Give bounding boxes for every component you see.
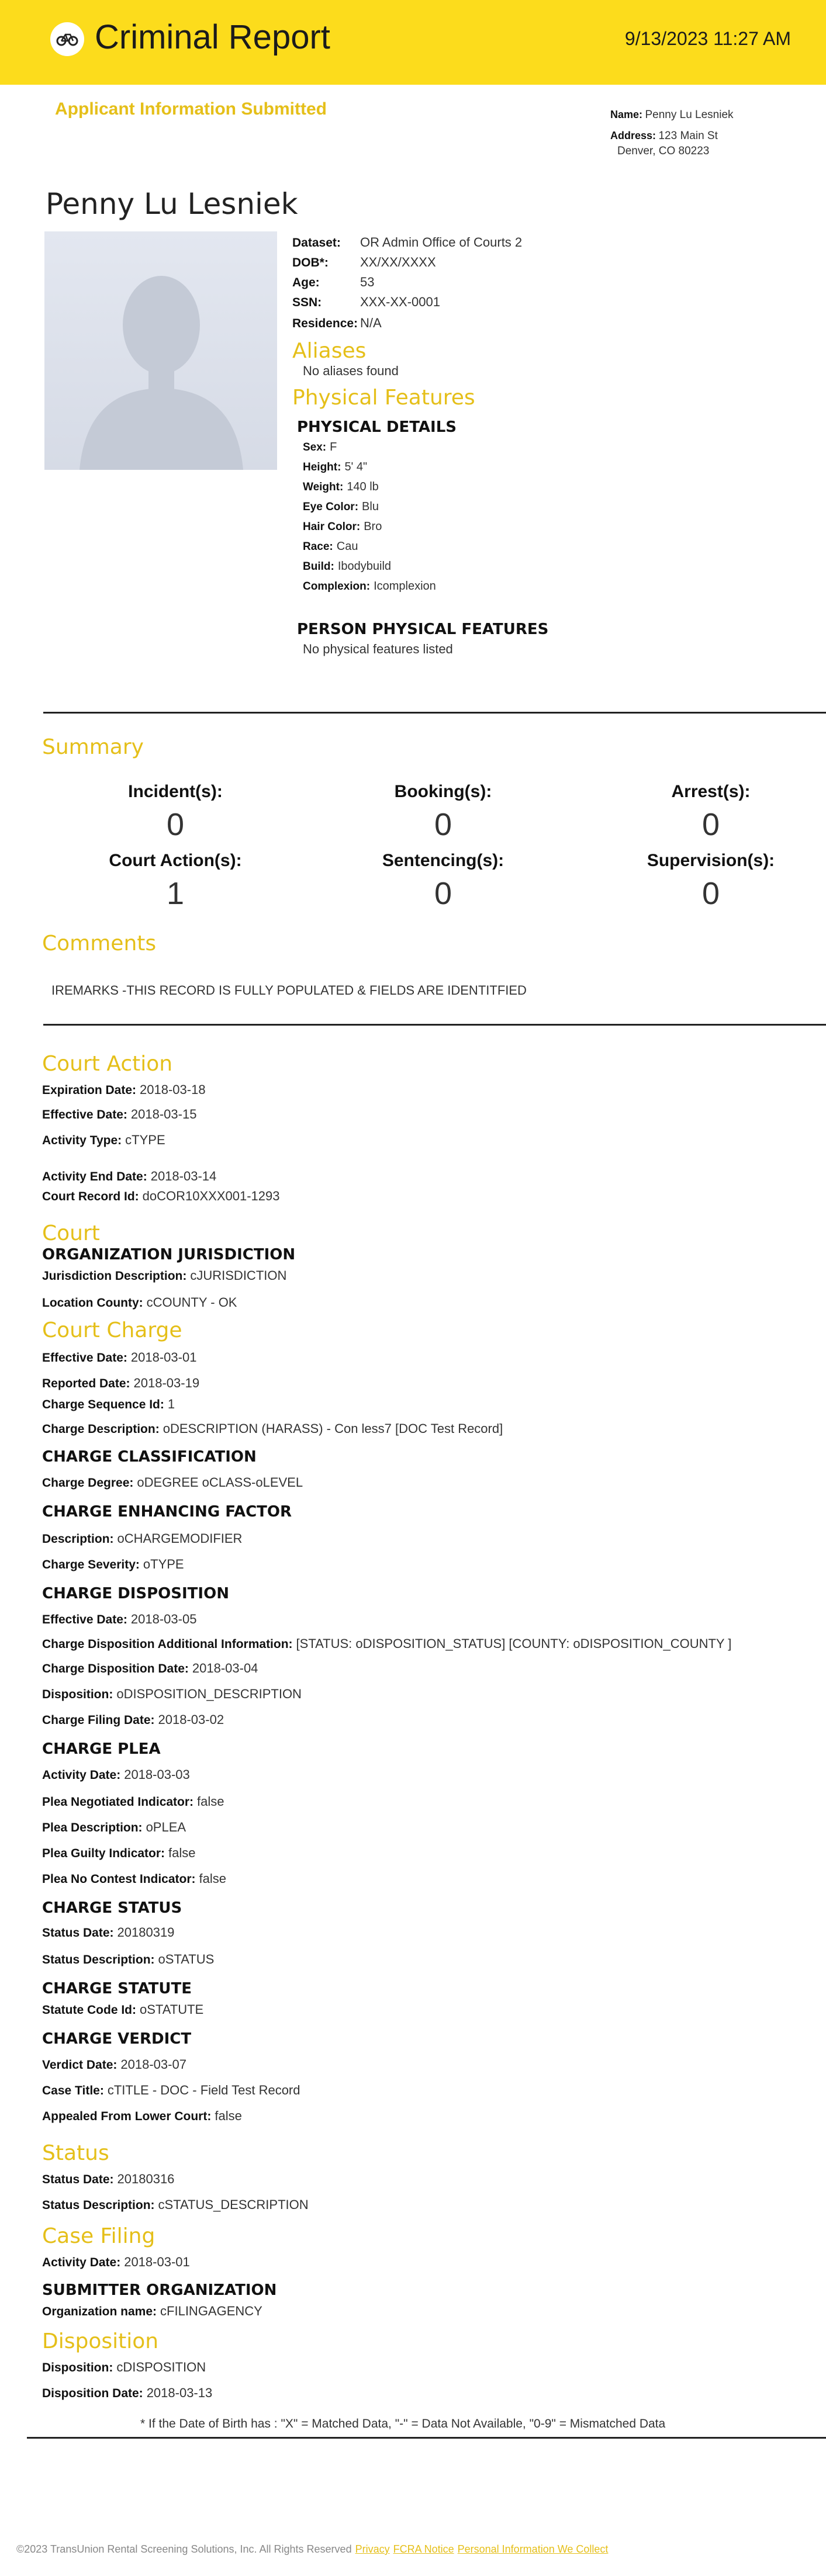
weight-value: 140 lb	[347, 480, 379, 493]
court-heading: Court	[42, 1221, 100, 1245]
charge-description-value: oDESCRIPTION (HARASS) - Con less7 [DOC Test Record]	[163, 1421, 503, 1436]
expiration-date-value: 2018-03-18	[140, 1082, 206, 1097]
court-actions-label: Court Action(s):	[109, 851, 242, 870]
jurisdiction-description-value: cJURISDICTION	[190, 1268, 287, 1283]
sentencings-label: Sentencing(s):	[382, 851, 504, 870]
charge-sequence-label: Charge Sequence Id:	[42, 1398, 164, 1411]
physical-features-heading: Physical Features	[292, 386, 475, 410]
final-disposition-date-value: 2018-03-13	[146, 2385, 213, 2400]
statute-code-value: oSTATUTE	[140, 2002, 204, 2017]
organization-name-label: Organization name:	[42, 2305, 157, 2318]
charge-status-description-value: oSTATUS	[158, 1952, 215, 1966]
plea-no-contest-value: false	[199, 1871, 227, 1886]
verdict-date-label: Verdict Date:	[42, 2058, 117, 2072]
disposition-label: Disposition:	[42, 1688, 113, 1701]
plea-negotiated-label: Plea Negotiated Indicator:	[42, 1795, 194, 1809]
appealed-field	[42, 2108, 242, 2124]
plea-description-field	[42, 1820, 186, 1835]
court-actions-count: 1	[166, 876, 185, 911]
charge-classification-heading: CHARGE CLASSIFICATION	[42, 1448, 257, 1466]
activity-end-date-field	[42, 1169, 216, 1184]
charge-effective-date-value: 2018-03-01	[130, 1350, 197, 1365]
fcra-notice-link[interactable]: FCRA Notice	[393, 2543, 454, 2555]
person-physical-features-text: No physical features listed	[303, 642, 453, 656]
complexion-field	[303, 580, 436, 593]
applicant-name-label: Name:	[610, 109, 643, 120]
activity-type-value: cTYPE	[125, 1133, 165, 1147]
complexion-value: Icomplexion	[374, 580, 436, 593]
sex-value: F	[330, 441, 337, 453]
footer	[16, 2543, 608, 2556]
summary-heading: Summary	[42, 735, 144, 759]
plea-negotiated-value: false	[197, 1794, 224, 1809]
organization-jurisdiction-heading: ORGANIZATION JURISDICTION	[42, 1246, 296, 1263]
height-value: 5' 4"	[344, 461, 368, 473]
enhancing-description-value: oCHARGEMODIFIER	[117, 1531, 243, 1546]
residence-value: N/A	[360, 316, 382, 330]
incidents-label: Incident(s):	[128, 782, 223, 801]
plea-activity-date-label: Activity Date:	[42, 1768, 121, 1782]
residence-label: Residence:	[292, 317, 358, 330]
plea-activity-date-field	[42, 1767, 190, 1782]
activity-type-label: Activity Type:	[42, 1134, 122, 1147]
weight-field	[303, 480, 379, 494]
disposition-date-value: 2018-03-04	[192, 1661, 258, 1675]
race-field	[303, 540, 358, 553]
bookings-count: 0	[434, 807, 452, 842]
charge-severity-value: oTYPE	[143, 1557, 184, 1571]
status-description-label: Status Description:	[42, 2198, 155, 2212]
applicant-name	[610, 109, 734, 122]
status-date-label: Status Date:	[42, 2173, 114, 2186]
final-disposition-field	[42, 2360, 206, 2375]
person-physical-features-heading: PERSON PHYSICAL FEATURES	[297, 621, 549, 638]
applicant-address-label: Address:	[610, 130, 656, 141]
charge-disposition-heading: CHARGE DISPOSITION	[42, 1585, 229, 1602]
section-divider	[43, 712, 826, 714]
weight-label: Weight:	[303, 481, 344, 493]
disposition-value: oDISPOSITION_DESCRIPTION	[116, 1687, 302, 1701]
height-label: Height:	[303, 461, 341, 473]
charge-enhancing-factor-heading: CHARGE ENHANCING FACTOR	[42, 1503, 292, 1521]
build-field	[303, 560, 391, 573]
incidents-count: 0	[166, 807, 185, 842]
final-disposition-label: Disposition:	[42, 2361, 113, 2374]
jurisdiction-description-field	[42, 1268, 286, 1283]
report-header	[0, 0, 826, 85]
charge-severity-label: Charge Severity:	[42, 1558, 140, 1571]
expiration-date-label: Expiration Date:	[42, 1083, 137, 1097]
case-title-field	[42, 2083, 300, 2098]
eye-color-field	[303, 500, 379, 514]
charge-degree-label: Charge Degree:	[42, 1476, 134, 1490]
case-filing-heading: Case Filing	[42, 2224, 155, 2248]
age-field	[292, 275, 374, 290]
age-value: 53	[360, 275, 375, 289]
disposition-info-label: Charge Disposition Additional Information:	[42, 1637, 293, 1651]
charge-status-date-value: 20180319	[117, 1925, 175, 1940]
effective-date-value: 2018-03-15	[130, 1107, 197, 1121]
complexion-label: Complexion:	[303, 580, 371, 593]
bicycle-icon	[50, 22, 84, 56]
location-county-label: Location County:	[42, 1296, 143, 1310]
charge-description-field	[42, 1421, 503, 1436]
charge-description-label: Charge Description:	[42, 1422, 160, 1436]
charge-verdict-heading: CHARGE VERDICT	[42, 2030, 192, 2048]
reported-date-value: 2018-03-19	[133, 1376, 200, 1390]
plea-guilty-label: Plea Guilty Indicator:	[42, 1847, 165, 1860]
reported-date-field	[42, 1376, 199, 1391]
charge-degree-value: oDEGREE oCLASS-oLEVEL	[137, 1475, 303, 1490]
sentencings-count: 0	[434, 876, 452, 911]
court-charge-heading: Court Charge	[42, 1318, 182, 1342]
charge-status-date-field	[42, 1925, 174, 1940]
activity-end-date-label: Activity End Date:	[42, 1170, 147, 1183]
eye-color-value: Blu	[362, 500, 379, 513]
person-name: Penny Lu Lesniek	[46, 187, 298, 221]
charge-filing-date-value: 2018-03-02	[158, 1712, 224, 1727]
bookings-label: Booking(s):	[394, 782, 492, 801]
expiration-date-field	[42, 1082, 206, 1097]
applicant-address-line1: 123 Main St	[658, 130, 718, 142]
arrests-label: Arrest(s):	[671, 782, 751, 801]
organization-name-field	[42, 2304, 262, 2319]
charge-sequence-value: 1	[167, 1397, 175, 1411]
charge-status-heading: CHARGE STATUS	[42, 1899, 182, 1917]
appealed-value: false	[215, 2108, 242, 2123]
plea-guilty-field	[42, 1846, 196, 1861]
disposition-heading: Disposition	[42, 2329, 159, 2353]
privacy-link[interactable]: Privacy	[355, 2543, 390, 2555]
physical-details-heading: PHYSICAL DETAILS	[297, 418, 457, 436]
report-timestamp: 9/13/2023 11:27 AM	[624, 28, 791, 49]
height-field	[303, 461, 367, 474]
effective-date-label: Effective Date:	[42, 1108, 127, 1121]
charge-sequence-field	[42, 1397, 175, 1412]
comments-text: IREMARKS -THIS RECORD IS FULLY POPULATED & FIELDS ARE IDENTITFIED	[51, 983, 527, 998]
status-description-value: cSTATUS_DESCRIPTION	[158, 2197, 309, 2212]
dob-value: XX/XX/XXXX	[360, 255, 436, 269]
ssn-value: XXX-XX-0001	[360, 295, 440, 309]
final-disposition-value: cDISPOSITION	[116, 2360, 206, 2374]
final-disposition-date-label: Disposition Date:	[42, 2387, 143, 2400]
disposition-field	[42, 1687, 302, 1702]
plea-description-value: oPLEA	[146, 1820, 186, 1834]
case-filing-activity-date-value: 2018-03-01	[124, 2255, 190, 2269]
copyright-text: ©2023 TransUnion Rental Screening Solutions, Inc. All Rights Reserved	[16, 2543, 352, 2555]
effective-date-field	[42, 1107, 196, 1122]
dataset-field	[292, 235, 522, 250]
disposition-date-label: Charge Disposition Date:	[42, 1662, 189, 1675]
ssn-field	[292, 295, 440, 310]
dob-footnote: * If the Date of Birth has : "X" = Matched Data, "-" = Data Not Available, "0-9" = Mismatched Data	[140, 2417, 666, 2430]
statute-code-field	[42, 2002, 203, 2017]
section-divider	[43, 1024, 826, 1026]
footer-divider	[27, 2437, 826, 2439]
organization-name-value: cFILINGAGENCY	[160, 2304, 262, 2318]
verdict-date-value: 2018-03-07	[120, 2057, 186, 2072]
disposition-effective-date-field	[42, 1612, 196, 1627]
charge-severity-field	[42, 1557, 184, 1572]
court-record-id-field	[42, 1189, 280, 1204]
charge-effective-date-label: Effective Date:	[42, 1351, 127, 1365]
dataset-value: OR Admin Office of Courts 2	[360, 235, 523, 250]
reported-date-label: Reported Date:	[42, 1377, 130, 1390]
activity-type-field	[42, 1133, 165, 1148]
supervisions-count: 0	[701, 876, 720, 911]
case-title-value: cTITLE - DOC - Field Test Record	[107, 2083, 300, 2097]
charge-plea-heading: CHARGE PLEA	[42, 1740, 161, 1758]
status-heading: Status	[42, 2141, 109, 2165]
plea-no-contest-label: Plea No Contest Indicator:	[42, 1872, 196, 1886]
activity-end-date-value: 2018-03-14	[150, 1169, 217, 1183]
sex-label: Sex:	[303, 441, 327, 453]
build-label: Build:	[303, 560, 334, 573]
disposition-effective-date-value: 2018-03-05	[130, 1612, 197, 1626]
verdict-date-field	[42, 2057, 186, 2072]
hair-color-label: Hair Color:	[303, 521, 361, 533]
plea-activity-date-value: 2018-03-03	[124, 1767, 190, 1782]
submitter-organization-heading: SUBMITTER ORGANIZATION	[42, 2281, 277, 2299]
dob-label: DOB*:	[292, 256, 329, 269]
applicant-address-line2: Denver, CO 80223	[617, 145, 710, 157]
enhancing-description-field	[42, 1531, 242, 1546]
sex-field	[303, 441, 337, 454]
comments-heading: Comments	[42, 932, 157, 955]
disposition-date-field	[42, 1661, 258, 1676]
charge-status-date-label: Status Date:	[42, 1926, 114, 1940]
jurisdiction-description-label: Jurisdiction Description:	[42, 1269, 187, 1283]
court-record-id-value: doCOR10XXX001-1293	[142, 1189, 280, 1203]
personal-information-link[interactable]: Personal Information We Collect	[457, 2543, 609, 2555]
eye-color-label: Eye Color:	[303, 501, 359, 513]
plea-negotiated-field	[42, 1794, 224, 1809]
supervisions-label: Supervision(s):	[647, 851, 775, 870]
charge-status-description-label: Status Description:	[42, 1953, 155, 1966]
hair-color-field	[303, 520, 382, 534]
court-action-heading: Court Action	[42, 1052, 173, 1076]
charge-statute-heading: CHARGE STATUTE	[42, 1980, 192, 1997]
plea-description-label: Plea Description:	[42, 1821, 143, 1834]
case-filing-activity-date-label: Activity Date:	[42, 2256, 121, 2269]
residence-field	[292, 316, 382, 331]
hair-color-value: Bro	[364, 520, 382, 533]
applicant-info-heading: Applicant Information Submitted	[55, 99, 327, 119]
final-disposition-date-field	[42, 2385, 212, 2401]
disposition-info-value: [STATUS: oDISPOSITION_STATUS] [COUNTY: oDISPOSITION_COUNTY ]	[296, 1636, 732, 1651]
appealed-label: Appealed From Lower Court:	[42, 2110, 212, 2123]
report-title: Criminal Report	[95, 18, 330, 56]
status-date-value: 20180316	[117, 2172, 175, 2186]
applicant-name-value: Penny Lu Lesniek	[645, 109, 734, 121]
charge-status-description-field	[42, 1952, 214, 1967]
race-value: Cau	[336, 540, 358, 553]
build-value: Ibodybuild	[337, 560, 392, 573]
charge-filing-date-field	[42, 1712, 224, 1727]
charge-filing-date-label: Charge Filing Date:	[42, 1713, 155, 1727]
aliases-heading: Aliases	[292, 339, 367, 363]
court-record-id-label: Court Record Id:	[42, 1190, 139, 1203]
disposition-effective-date-label: Effective Date:	[42, 1613, 127, 1626]
enhancing-description-label: Description:	[42, 1532, 114, 1546]
aliases-text: No aliases found	[303, 363, 399, 378]
charge-effective-date-field	[42, 1350, 196, 1365]
charge-degree-field	[42, 1475, 303, 1490]
arrests-count: 0	[701, 807, 720, 842]
location-county-field	[42, 1295, 237, 1310]
applicant-address	[610, 130, 718, 143]
person-silhouette-icon	[44, 231, 277, 470]
plea-guilty-value: false	[168, 1846, 196, 1860]
plea-no-contest-field	[42, 1871, 226, 1886]
status-date-field	[42, 2172, 174, 2187]
case-filing-activity-date-field	[42, 2255, 190, 2270]
race-label: Race:	[303, 541, 333, 553]
dataset-label: Dataset:	[292, 236, 341, 250]
status-description-field	[42, 2197, 309, 2213]
disposition-info-field	[42, 1636, 731, 1651]
case-title-label: Case Title:	[42, 2084, 104, 2097]
dob-field	[292, 255, 436, 270]
ssn-label: SSN:	[292, 296, 322, 309]
age-label: Age:	[292, 276, 320, 289]
location-county-value: cCOUNTY - OK	[146, 1295, 237, 1310]
statute-code-label: Statute Code Id:	[42, 2003, 136, 2017]
